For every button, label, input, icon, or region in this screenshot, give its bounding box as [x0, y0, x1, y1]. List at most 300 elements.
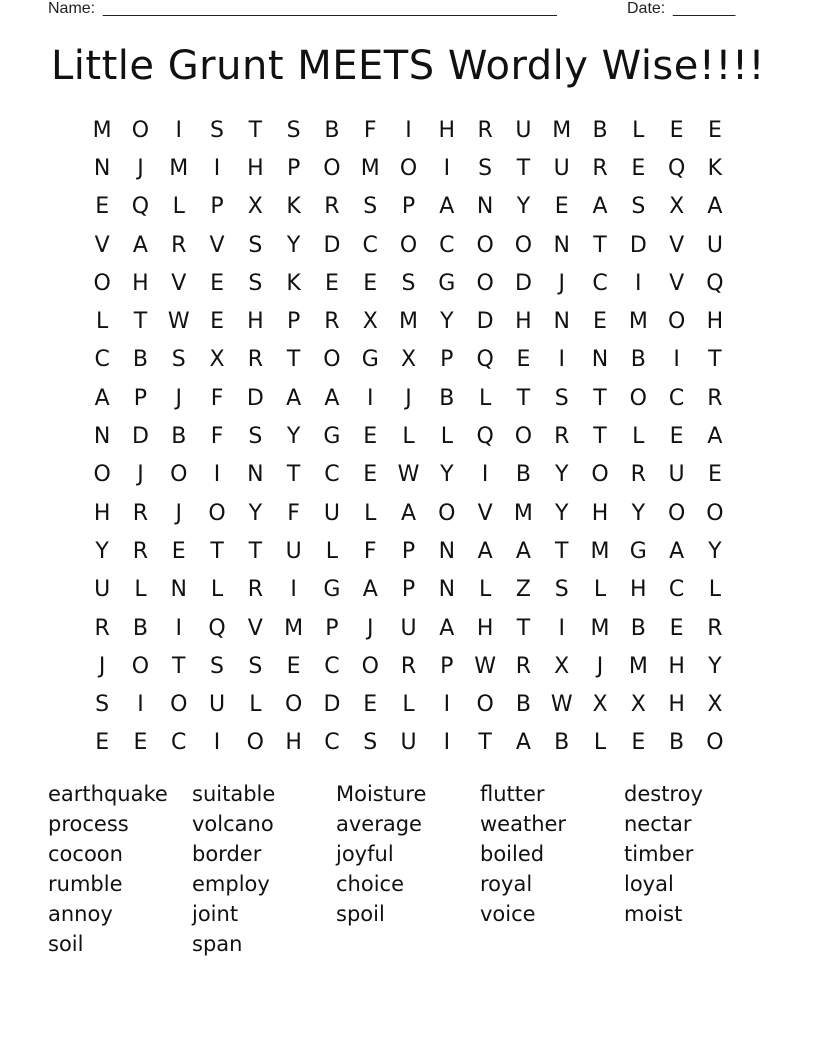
word-list-item: loyal [624, 872, 674, 896]
grid-letter: T [286, 347, 301, 373]
grid-letter: H [476, 615, 494, 641]
grid-letter: B [554, 730, 570, 756]
grid-letter: K [707, 155, 723, 181]
grid-letter: N [591, 347, 609, 373]
grid-letter: R [132, 500, 149, 526]
grid-letter: Q [208, 615, 226, 641]
word-list-item: royal [480, 872, 533, 896]
grid-letter: B [132, 347, 148, 373]
grid-letter: Y [248, 500, 263, 526]
word-list-item: cocoon [48, 842, 123, 866]
grid-letter: G [323, 577, 341, 603]
grid-letter: S [363, 730, 378, 756]
grid-letter: O [170, 462, 188, 488]
grid-letter: H [591, 500, 609, 526]
grid-letter: N [438, 538, 456, 564]
grid-letter: P [440, 347, 454, 373]
grid-letter: P [286, 155, 301, 181]
grid-letter: M [169, 155, 189, 181]
grid-letter: X [247, 194, 263, 220]
grid-letter: L [632, 117, 645, 143]
grid-letter: N [93, 155, 111, 181]
grid-letter: J [366, 615, 374, 641]
grid-letter: G [438, 270, 456, 296]
grid-letter: E [554, 194, 569, 220]
grid-letter: O [629, 385, 647, 411]
grid-letter: Q [476, 347, 494, 373]
grid-letter: I [405, 117, 412, 143]
grid-letter: C [324, 730, 340, 756]
grid-letter: J [98, 653, 106, 679]
grid-letter: T [708, 347, 722, 373]
grid-letter: B [324, 117, 340, 143]
grid-letter: P [325, 615, 339, 641]
grid-letter: A [439, 615, 455, 641]
grid-letter: C [324, 462, 340, 488]
date-label: Date: [627, 0, 666, 17]
grid-letter: M [399, 309, 419, 335]
grid-letter: U [515, 117, 532, 143]
grid-letter: C [171, 730, 187, 756]
grid-letter: J [558, 270, 565, 296]
grid-letter: N [476, 194, 494, 220]
grid-letter: U [668, 462, 685, 488]
grid-letter: D [323, 232, 341, 258]
grid-letter: L [440, 424, 453, 450]
grid-letter: E [363, 692, 378, 718]
grid-letter: Y [554, 500, 569, 526]
grid-letter: L [478, 577, 492, 603]
grid-letter: O [706, 730, 724, 756]
grid-letter: E [669, 117, 684, 143]
grid-letter: R [630, 462, 646, 488]
grid-letter: Z [515, 577, 531, 603]
grid-letter: J [137, 462, 144, 488]
grid-letter: S [210, 653, 225, 679]
grid-letter: Y [95, 538, 109, 564]
grid-letter: S [248, 424, 263, 450]
grid-letter: R [477, 117, 493, 143]
grid-letter: U [208, 692, 226, 718]
grid-letter: A [439, 194, 455, 220]
grid-letter: U [323, 500, 340, 526]
grid-letter: N [247, 462, 264, 488]
grid-letter: T [593, 424, 607, 450]
grid-letter: X [707, 692, 723, 718]
grid-letter: S [554, 577, 569, 603]
grid-letter: J [137, 155, 144, 181]
grid-letter: S [248, 232, 263, 258]
grid-letter: J [596, 653, 604, 679]
grid-letter: V [209, 232, 225, 258]
grid-letter: L [593, 730, 607, 756]
grid-letter: C [94, 347, 110, 373]
grid-letter: W [550, 692, 573, 718]
grid-letter: H [515, 309, 532, 335]
grid-letter: A [515, 538, 531, 564]
grid-letter: O [284, 692, 303, 718]
grid-letter: S [248, 270, 263, 296]
grid-letter: T [593, 232, 607, 258]
grid-letter: V [171, 270, 187, 296]
grid-letter: H [706, 309, 724, 335]
grid-letter: T [133, 309, 148, 335]
grid-letter: N [170, 577, 187, 603]
grid-letter: O [514, 424, 533, 450]
grid-letter: E [631, 730, 646, 756]
grid-letter: O [131, 653, 150, 679]
grid-letter: R [592, 155, 608, 181]
grid-letter: E [95, 194, 110, 220]
grid-letter: H [668, 653, 685, 679]
word-list [48, 779, 768, 959]
grid-letter: O [438, 500, 456, 526]
grid-letter: T [593, 385, 607, 411]
grid-letter: L [210, 577, 224, 603]
grid-letter: D [131, 424, 149, 450]
grid-letter: X [592, 692, 608, 718]
grid-letter: C [668, 577, 685, 603]
grid-letter: V [94, 232, 110, 258]
grid-letter: E [171, 538, 186, 564]
header-line [0, 0, 816, 20]
grid-letter: V [669, 270, 685, 296]
grid-letter: R [94, 615, 110, 641]
grid-letter: L [402, 424, 415, 450]
grid-letter: I [175, 615, 182, 641]
grid-letter: T [516, 615, 531, 641]
name-label: Name: [48, 0, 96, 17]
grid-letter: Q [131, 194, 150, 220]
grid-letter: X [362, 309, 378, 335]
grid-letter: P [286, 309, 301, 335]
grid-letter: B [592, 117, 608, 143]
grid-letter: L [134, 577, 147, 603]
word-list-item: boiled [480, 842, 545, 866]
grid-letter: X [669, 194, 685, 220]
grid-letter: O [93, 462, 111, 488]
grid-letter: B [515, 692, 531, 718]
grid-letter: E [210, 270, 224, 296]
grid-letter: T [210, 538, 224, 564]
grid-letter: H [247, 309, 264, 335]
grid-letter: P [440, 653, 454, 679]
grid-letter: A [669, 538, 685, 564]
word-list-item: Moisture [336, 782, 427, 806]
grid-letter: H [668, 692, 685, 718]
grid-letter: P [210, 194, 224, 220]
grid-letter: Y [708, 538, 722, 564]
grid-letter: F [363, 538, 377, 564]
word-list-item: volcano [192, 812, 274, 836]
grid-letter: S [171, 347, 186, 373]
grid-letter: E [707, 117, 722, 143]
grid-letter: V [477, 500, 493, 526]
grid-letter: I [635, 270, 642, 296]
grid-letter: R [247, 577, 263, 603]
grid-letter: G [629, 538, 647, 564]
grid-letter: B [132, 615, 148, 641]
grid-letter: O [170, 692, 188, 718]
grid-letter: L [478, 385, 492, 411]
grid-letter: C [668, 385, 685, 411]
grid-letter: A [400, 500, 417, 526]
word-list-item: earthquake [48, 782, 168, 806]
grid-letter: M [628, 653, 648, 679]
word-list-item: destroy [624, 782, 703, 806]
grid-letter: O [476, 692, 494, 718]
grid-letter: R [707, 385, 723, 411]
grid-letter: S [478, 155, 493, 181]
grid-letter: O [667, 309, 686, 335]
grid-letter: Y [708, 653, 722, 679]
grid-letter: E [324, 270, 339, 296]
word-list-item: joint [192, 902, 239, 926]
grid-letter: O [323, 347, 341, 373]
grid-letter: L [96, 309, 109, 335]
grid-letter: A [477, 538, 493, 564]
grid-letter: H [93, 500, 111, 526]
grid-letter: V [669, 232, 685, 258]
grid-letter: Y [516, 194, 531, 220]
word-list-item: soil [48, 932, 84, 956]
grid-letter: T [516, 385, 531, 411]
grid-letter: U [285, 538, 302, 564]
word-list-item: joyful [336, 842, 394, 866]
grid-letter: T [516, 155, 531, 181]
grid-letter: P [401, 577, 416, 603]
grid-letter: I [443, 730, 451, 756]
grid-letter: X [630, 692, 646, 718]
word-list-item: span [192, 932, 243, 956]
word-list-item: voice [480, 902, 536, 926]
grid-letter: R [132, 538, 149, 564]
grid-letter: C [324, 653, 340, 679]
grid-letter: M [628, 309, 648, 335]
word-list-item: annoy [48, 902, 113, 926]
grid-letter: E [210, 309, 224, 335]
grid-letter: E [669, 615, 684, 641]
grid-letter: E [363, 424, 378, 450]
grid-letter: F [363, 117, 377, 143]
grid-letter: E [707, 462, 722, 488]
grid-letter: G [323, 424, 341, 450]
grid-letter: L [325, 538, 339, 564]
grid-letter: L [172, 194, 185, 220]
grid-letter: O [667, 500, 686, 526]
grid-letter: I [673, 347, 680, 373]
grid-letter: F [210, 385, 224, 411]
grid-letter: E [593, 309, 607, 335]
grid-letter: U [706, 232, 723, 258]
word-list-item: nectar [624, 812, 692, 836]
grid-letter: S [248, 653, 263, 679]
grid-letter: O [399, 155, 418, 181]
grid-letter: H [438, 117, 456, 143]
grid-letter: I [443, 692, 451, 718]
grid-letter: V [247, 615, 263, 641]
grid-letter: S [363, 194, 378, 220]
grid-letter: R [400, 653, 417, 679]
word-list-item: flutter [480, 782, 545, 806]
grid-letter: H [247, 155, 264, 181]
grid-letter: A [707, 194, 723, 220]
grid-letter: R [247, 347, 263, 373]
word-list-item: spoil [336, 902, 385, 926]
letter-grid [83, 111, 734, 762]
grid-letter: L [364, 500, 377, 526]
grid-letter: W [397, 462, 420, 488]
grid-letter: O [131, 117, 150, 143]
grid-letter: E [95, 730, 110, 756]
grid-letter: T [248, 538, 263, 564]
grid-letter: O [246, 730, 264, 756]
grid-letter: I [443, 155, 451, 181]
grid-letter: O [361, 653, 379, 679]
grid-letter: G [361, 347, 379, 373]
grid-letter: D [514, 270, 532, 296]
grid-letter: W [167, 309, 190, 335]
name-blank-line: ___________________________________________________ [103, 0, 557, 17]
grid-letter: S [401, 270, 416, 296]
grid-letter: J [405, 385, 412, 411]
grid-letter: T [248, 117, 263, 143]
grid-letter: U [94, 577, 111, 603]
grid-letter: I [558, 615, 565, 641]
grid-letter: R [324, 194, 340, 220]
grid-letter: O [514, 232, 533, 258]
grid-letter: N [438, 577, 456, 603]
grid-letter: O [706, 500, 724, 526]
grid-letter: C [592, 270, 608, 296]
grid-letter: E [133, 730, 148, 756]
grid-letter: B [439, 385, 455, 411]
grid-letter: R [324, 309, 340, 335]
grid-letter: O [476, 270, 494, 296]
grid-letter: Y [286, 424, 301, 450]
grid-letter: N [553, 309, 570, 335]
word-list-item: moist [624, 902, 683, 926]
grid-letter: M [513, 500, 533, 526]
grid-letter: T [478, 730, 492, 756]
grid-letter: E [363, 462, 378, 488]
page-title: Little Grunt MEETS Wordly Wise!!!! [50, 43, 766, 89]
grid-letter: F [287, 500, 300, 526]
grid-letter: I [366, 385, 374, 411]
grid-letter: O [591, 462, 609, 488]
grid-letter: Q [667, 155, 686, 181]
grid-letter: T [172, 653, 186, 679]
grid-letter: J [175, 500, 182, 526]
grid-letter: X [400, 347, 417, 373]
grid-letter: R [554, 424, 570, 450]
word-list-item: rumble [48, 872, 123, 896]
grid-letter: A [132, 232, 148, 258]
grid-letter: Q [706, 270, 724, 296]
grid-letter: S [631, 194, 646, 220]
grid-letter: H [630, 577, 647, 603]
grid-letter: D [629, 232, 647, 258]
grid-letter: C [439, 232, 455, 258]
grid-letter: T [554, 538, 569, 564]
grid-letter: I [213, 730, 221, 756]
grid-letter: M [590, 615, 610, 641]
grid-letter: L [249, 692, 262, 718]
grid-letter: I [137, 692, 144, 718]
grid-letter: Y [286, 232, 301, 258]
grid-letter: D [323, 692, 341, 718]
grid-letter: U [400, 615, 417, 641]
grid-letter: A [94, 385, 110, 411]
grid-letter: M [552, 117, 572, 143]
word-list-item: choice [336, 872, 405, 896]
grid-letter: R [515, 653, 532, 679]
grid-letter: M [590, 538, 610, 564]
word-list-item: suitable [192, 782, 276, 806]
grid-letter: P [133, 385, 148, 411]
grid-letter: N [93, 424, 111, 450]
grid-letter: D [476, 309, 494, 335]
grid-letter: W [474, 653, 496, 679]
grid-letter: F [210, 424, 224, 450]
grid-letter: T [286, 462, 301, 488]
grid-letter: I [175, 117, 182, 143]
grid-letter: I [213, 155, 221, 181]
grid-letter: S [286, 117, 301, 143]
grid-letter: A [515, 730, 531, 756]
grid-letter: N [553, 232, 570, 258]
word-list-item: process [48, 812, 129, 836]
grid-letter: E [516, 347, 531, 373]
grid-letter: R [171, 232, 187, 258]
grid-letter: C [362, 232, 378, 258]
grid-letter: I [558, 347, 565, 373]
grid-letter: B [669, 730, 685, 756]
grid-letter: O [399, 232, 418, 258]
grid-letter: L [708, 577, 722, 603]
word-list-item: employ [192, 872, 270, 896]
grid-letter: R [707, 615, 723, 641]
grid-letter: A [324, 385, 340, 411]
grid-letter: O [323, 155, 341, 181]
grid-letter: X [554, 653, 570, 679]
grid-letter: S [95, 692, 110, 718]
grid-letter: B [515, 462, 531, 488]
grid-letter: O [93, 270, 111, 296]
grid-letter: I [213, 462, 221, 488]
grid-letter: I [290, 577, 297, 603]
grid-letter: P [401, 538, 416, 564]
word-list-item: timber [624, 842, 694, 866]
grid-letter: M [92, 117, 112, 143]
grid-letter: Y [631, 500, 646, 526]
grid-letter: S [210, 117, 225, 143]
grid-letter: J [175, 385, 182, 411]
grid-letter: L [402, 692, 415, 718]
grid-letter: L [593, 577, 607, 603]
grid-letter: H [132, 270, 149, 296]
grid-letter: P [401, 194, 416, 220]
word-list-item: weather [480, 812, 567, 836]
grid-letter: E [631, 155, 646, 181]
grid-letter: K [286, 270, 301, 296]
grid-letter: A [362, 577, 378, 603]
grid-letter: Y [440, 309, 454, 335]
grid-letter: S [554, 385, 569, 411]
grid-letter: M [284, 615, 304, 641]
grid-letter: D [246, 385, 264, 411]
grid-letter: E [286, 653, 301, 679]
